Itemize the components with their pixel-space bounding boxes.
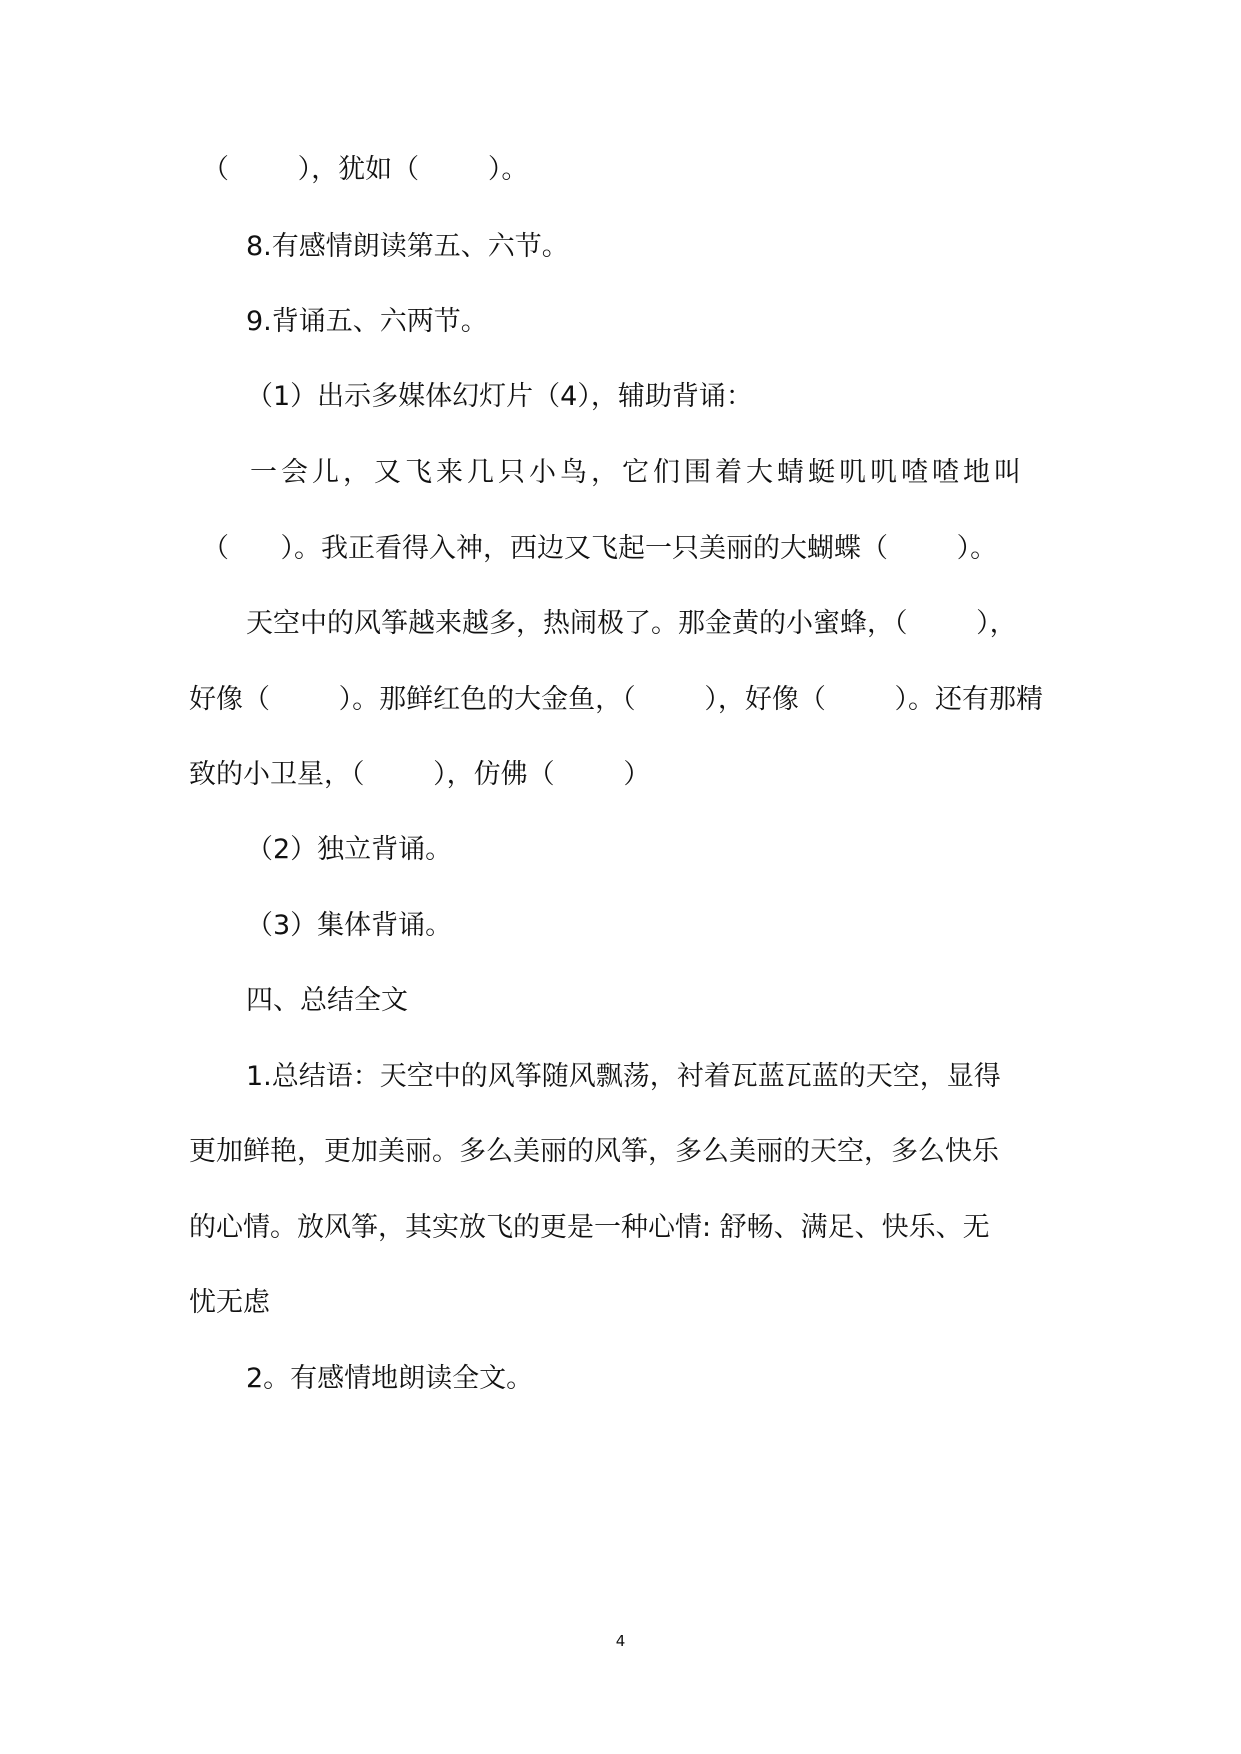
text-line: 忧无虑 [189, 1287, 270, 1318]
text-line: 致的小卫星，（ ），仿佛（ ） [189, 759, 651, 790]
text-line: （ ），犹如（ ）。 [202, 154, 529, 185]
text-line: 2。有感情地朗读全文。 [246, 1363, 534, 1394]
text-line: 的心情。放风筝，其实放飞的更是一种心情: 舒畅、满足、快乐、无 [189, 1212, 990, 1243]
text-line: （1）出示多媒体幻灯片（4），辅助背诵： [246, 381, 753, 412]
text-line: （2）独立背诵。 [246, 834, 453, 865]
text-line: 一会儿，又飞来几只小鸟，它们围着大蜻蜓叽叽喳喳地叫 [250, 457, 1025, 488]
text-line: 天空中的风筝越来越多，热闹极了。那金黄的小蜜蜂，（ ）， [246, 608, 1017, 639]
text-line: 更加鲜艳，更加美丽。多么美丽的风筝，多么美丽的天空，多么快乐 [189, 1136, 999, 1167]
text-line: （ ）。我正看得入神，西边又飞起一只美丽的大蝴蝶（ ）。 [202, 533, 998, 564]
page-number: 4 [615, 1632, 626, 1650]
text-line: 好像（ ）。那鲜红色的大金鱼，（ ），好像（ ）。还有那精 [189, 684, 1043, 715]
text-line: 1.总结语：天空中的风筝随风飘荡，衬着瓦蓝瓦蓝的天空，显得 [246, 1061, 1001, 1092]
text-line: 8.有感情朗读第五、六节。 [246, 231, 569, 262]
text-line: （3）集体背诵。 [246, 910, 453, 941]
text-line: 9.背诵五、六两节。 [246, 306, 488, 337]
section-heading: 四、总结全文 [246, 985, 408, 1016]
